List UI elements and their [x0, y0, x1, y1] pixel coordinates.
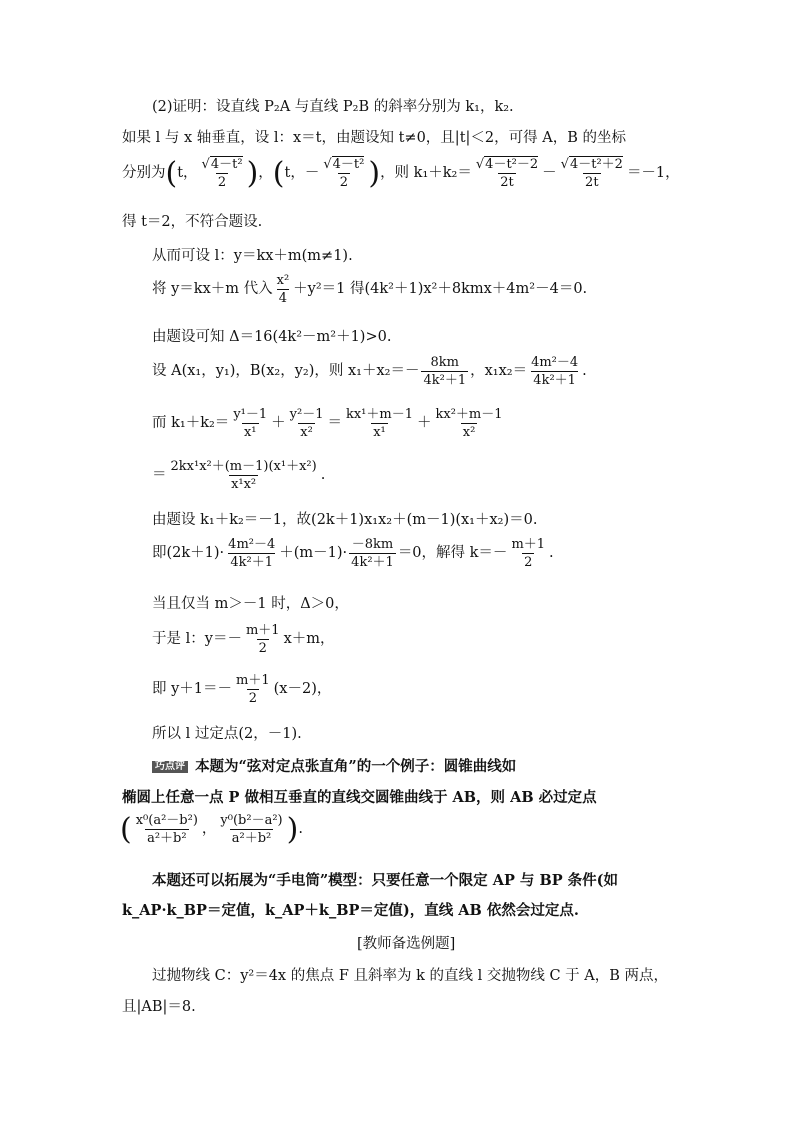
teacher-line-2: 且|AB|＝8.: [122, 999, 196, 1015]
fraction: [509, 538, 547, 569]
text: .: [549, 545, 554, 562]
numerator: x⁰(a²－b²): [135, 813, 198, 828]
numerator: kx²＋m－1: [435, 407, 503, 422]
denominator: x²: [462, 425, 476, 440]
text: ＝0，解得 k＝－: [397, 545, 508, 562]
fraction: [421, 356, 468, 387]
text: ＝: [152, 467, 167, 484]
numerator: 2kx¹x²＋(m－1)(x¹＋x²): [170, 459, 317, 474]
fraction: [288, 408, 326, 439]
proof-line-9: [152, 408, 507, 439]
text: 分别为: [122, 165, 166, 182]
numerator: －8km: [351, 537, 394, 552]
fraction: [134, 814, 200, 845]
text: 即 y＋1＝－: [152, 681, 233, 698]
proof-line-5: 从而可设 l：y＝kx＋m(m≠1).: [152, 248, 353, 264]
proof-line-7: 由题设可知 Δ＝16(4k²－m²＋1)>0.: [152, 329, 392, 345]
fraction: [244, 624, 282, 655]
numerator: √4－t²: [323, 157, 365, 172]
teacher-line-1: 过抛物线 C：y²＝4x 的焦点 F 且斜率为 k 的直线 l 交抛物线 C 于 A，B 两点，: [152, 968, 669, 984]
proof-line-11: 由题设 k₁＋k₂＝－1，故(2k＋1)x₁x₂＋(m－1)(x₁＋x₂)＝0.: [152, 512, 538, 528]
fraction: [200, 158, 245, 189]
teacher-section-title: [教师备选例题]: [357, 936, 456, 952]
comment-line-2: 椭圆上任意一点 P 做相互垂直的直线交圆锥曲线于 AB，则 AB 必过定点: [122, 789, 597, 806]
proof-line-16: 所以 l 过定点(2，－1).: [152, 726, 302, 742]
fraction: [529, 356, 580, 387]
paren: (: [120, 811, 132, 847]
numerator: m＋1: [236, 673, 270, 688]
fraction: [218, 814, 284, 845]
denominator: a²＋b²: [147, 831, 187, 846]
numerator: y⁰(b²－a²): [220, 813, 283, 828]
denominator: x¹: [243, 425, 257, 440]
comment-line-5: k_AP·k_BP＝定值，k_AP＋k_BP＝定值)，直线 AB 依然会过定点.: [122, 902, 579, 919]
numerator: 4m²－4: [228, 537, 276, 552]
text: .: [320, 467, 326, 484]
comment-line-1: [152, 760, 516, 775]
numerator: √4－t²: [201, 157, 243, 172]
text: 本题为“弦对定点张直角”的一个例子：圆锥曲线如: [195, 758, 517, 775]
text: ，: [201, 821, 217, 838]
fraction: [169, 460, 319, 491]
fraction: [231, 408, 269, 439]
text: t，－: [284, 165, 320, 182]
denominator: 4k²＋1: [423, 373, 467, 388]
numerator: y²－1: [289, 407, 324, 422]
comment-line-4: 本题还可以拓展为“手电筒”模型：只要任意一个限定 AP 与 BP 条件(如: [152, 872, 619, 889]
text: 即(2k＋1)·: [152, 545, 225, 562]
denominator: 4k²＋1: [351, 555, 394, 570]
proof-line-8: [152, 356, 587, 387]
denominator: 2: [258, 641, 267, 656]
text: ＋(m－1)·: [279, 545, 348, 562]
denominator: 4k²＋1: [230, 555, 274, 570]
text: x＋m，: [283, 631, 335, 648]
proof-line-15: [152, 674, 331, 705]
fraction: [349, 538, 396, 569]
text: 设 A(x₁，y₁)，B(x₂，y₂)，则 x₁＋x₂＝－: [152, 363, 420, 380]
fraction: [559, 158, 625, 189]
text: .: [582, 363, 587, 380]
fraction: [226, 538, 277, 569]
numerator: x²: [276, 273, 290, 288]
numerator: √4－t²＋2: [560, 157, 623, 172]
denominator: 2t: [500, 175, 514, 190]
denominator: x¹: [373, 425, 386, 440]
denominator: 4: [278, 291, 288, 306]
fraction: [275, 274, 292, 305]
text: ＋y²＝1 得(4k²＋1)x²＋8kmx＋4m²－4＝0.: [293, 281, 588, 298]
paren: ): [368, 155, 381, 191]
numerator: √4－t²－2: [475, 157, 539, 172]
denominator: 2t: [585, 175, 599, 190]
text: 于是 l：y＝－: [152, 631, 242, 648]
numerator: y¹－1: [233, 407, 268, 422]
text: ＋: [271, 415, 286, 432]
text: 将 y＝kx＋m 代入: [152, 281, 273, 298]
numerator: kx¹＋m－1: [345, 407, 413, 422]
denominator: x¹x²: [231, 477, 257, 492]
proof-line-6: [152, 274, 587, 305]
fraction: [434, 408, 505, 439]
text: ，x₁x₂＝: [470, 363, 528, 380]
text: ，则 k₁＋k₂＝: [380, 165, 472, 182]
text: ＝: [327, 415, 342, 432]
denominator: 2: [339, 175, 348, 190]
proof-line-12: [152, 538, 554, 569]
text: (x－2)，: [273, 681, 332, 698]
proof-line-4: 得 t＝2，不符合题设.: [122, 214, 263, 230]
denominator: 2: [524, 555, 533, 570]
text: 而 k₁＋k₂＝: [152, 415, 230, 432]
numerator: 4m²－4: [531, 355, 579, 370]
paren: ): [246, 155, 259, 191]
denominator: 2: [217, 175, 227, 190]
fraction: [321, 158, 366, 189]
proof-line-2: 如果 l 与 x 轴垂直，设 l：x＝t，由题设知 t≠0，且|t|＜2，可得 A，B 的坐标: [122, 130, 626, 146]
denominator: 2: [248, 691, 257, 706]
proof-line-3: 分别为 ( t， $\frac{\text{√4－t²}}{2}$ ) ， ( t，－ $\frac{\text{√4－t²}}{2}$ ) ，则 k₁＋k₂＝ $\frac{\text{√4－t²－2}}{2t}$ － $\frac{\text{√4－t²＋2}}{2t}$ ＝－1，: [122, 155, 680, 191]
denominator: a²＋b²: [231, 831, 272, 846]
proof-line-10: [152, 460, 325, 491]
denominator: 4k²＋1: [533, 373, 576, 388]
numerator: m＋1: [245, 623, 280, 638]
paren: ): [286, 811, 299, 847]
proof-line-14: [152, 624, 335, 655]
comment-line-3: [120, 811, 303, 847]
denominator: x²: [300, 425, 313, 440]
proof-line-13: 当且仅当 m＞－1 时，Δ＞0，: [152, 596, 349, 612]
text: t，: [177, 165, 198, 182]
fraction: [344, 408, 415, 439]
numerator: 8km: [430, 355, 460, 370]
proof-line-1: (2)证明：设直线 P₂A 与直线 P₂B 的斜率分别为 k₁，k₂.: [152, 99, 514, 115]
text: －: [542, 165, 557, 182]
comment-badge: 巧点评: [152, 761, 188, 773]
fraction: [474, 158, 540, 189]
text: .: [298, 821, 303, 838]
numerator: m＋1: [511, 537, 546, 552]
paren: (: [165, 155, 178, 191]
fraction: [234, 674, 272, 705]
text: ＝－1，: [626, 165, 680, 182]
paren: (: [272, 155, 285, 191]
text: ＋: [417, 415, 432, 432]
